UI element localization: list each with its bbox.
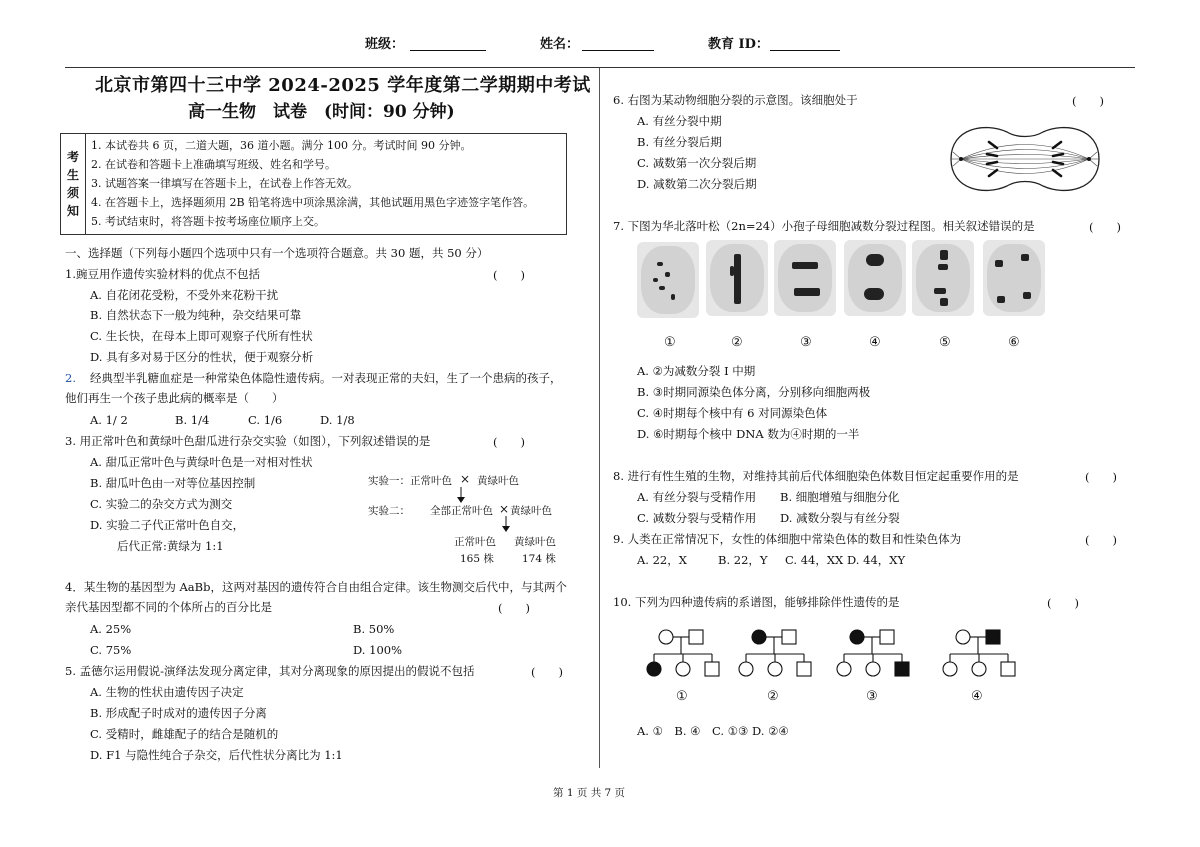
micrograph-label-4: ④ — [869, 335, 881, 350]
micrograph-label-3: ③ — [800, 335, 812, 350]
q3-option-a: A. 甜瓜正常叶色与黄绿叶色是一对相对性状 — [90, 455, 313, 469]
q1-stem: 1.豌豆用作遗传实验材料的优点不包括 — [65, 267, 260, 281]
q7-option-a: A. ②为减数分裂 I 中期 — [637, 364, 756, 378]
q9-answer-paren[interactable]: ( ) — [1085, 533, 1117, 547]
exp2-arrow — [500, 516, 512, 532]
exp1-arrow — [455, 487, 467, 503]
micrograph-label-5: ⑤ — [939, 335, 951, 350]
exp2-parent1: 全部正常叶色 — [430, 505, 493, 517]
q10-stem: 10. 下列为四种遗传病的系谱图，能够排除伴性遗传的是 — [613, 595, 900, 609]
q7-answer-paren[interactable]: ( ) — [1089, 220, 1121, 234]
q2-option-b: B. 1/4 — [175, 413, 210, 427]
q6-option-a: A. 有丝分裂中期 — [637, 114, 722, 128]
q2-option-d: D. 1/8 — [320, 413, 355, 427]
q2-option-c: C. 1/6 — [248, 413, 283, 427]
name-blank[interactable] — [582, 38, 654, 51]
notice-box — [60, 133, 567, 235]
pedigree-label-3: ③ — [866, 689, 878, 704]
q7-option-c: C. ④时期每个核中有 6 对同源染色体 — [637, 406, 828, 420]
micrograph-3 — [774, 240, 836, 316]
exp2-cross: × — [499, 502, 510, 516]
id-blank[interactable] — [770, 38, 840, 51]
notice-item: 2. 在试卷和答题卡上准确填写班级、姓名和学号。 — [91, 158, 336, 171]
exam-title: 北京市第四十三中学 2024-2025 学年度第二学期期中考试 — [95, 75, 591, 96]
offspring2-count: 174 株 — [522, 553, 556, 565]
micrograph-2 — [706, 240, 768, 316]
q4-stem-2: 亲代基因型都不同的个体所占的百分比是 — [65, 600, 272, 614]
q3-option-b: B. 甜瓜叶色由一对等位基因控制 — [90, 476, 256, 490]
q5-option-c: C. 受精时，雌雄配子的结合是随机的 — [90, 727, 279, 741]
q8-option-a: A. 有丝分裂与受精作用 — [637, 490, 757, 504]
notice-item: 4. 在答题卡上，选择题须用 2B 铅笔将选中项涂黑涂满，其他试题用黑色字迹签字笔作答。 — [91, 196, 535, 209]
class-blank[interactable] — [410, 38, 486, 51]
q4-option-a: A. 25% — [90, 622, 132, 636]
notice-side-char: 生 — [67, 168, 80, 182]
exam-subtitle: 高一生物 试卷 (时间：90 分钟) — [188, 102, 455, 122]
pedigree-diagrams — [638, 626, 1028, 686]
q8-option-b: B. 细胞增殖与细胞分化 — [780, 490, 900, 504]
pedigree-label-1: ① — [676, 689, 688, 704]
exp1-cross: × — [460, 472, 471, 486]
q7-option-d: D. ⑥时期每个核中 DNA 数为④时期的一半 — [637, 427, 860, 441]
q1-option-b: B. 自然状态下一般为纯种，杂交结果可靠 — [90, 308, 302, 322]
q2-stem-2: 他们再生一个孩子患此病的概率是（ ） — [65, 391, 284, 405]
notice-side-char: 考 — [67, 150, 80, 164]
cell-division-figure — [945, 118, 1105, 200]
q9-stem: 9. 人类在正常情况下，女性的体细胞中常染色体的数目和性染色体为 — [613, 532, 962, 546]
q2-stem-1: 经典型半乳糖血症是一种常染色体隐性遗传病。一对表现正常的夫妇，生了一个患病的孩子， — [90, 371, 562, 385]
q3-option-c: C. 实验二的杂交方式为测交 — [90, 497, 233, 511]
q6-answer-paren[interactable]: ( ) — [1072, 94, 1104, 108]
micrograph-label-6: ⑥ — [1008, 335, 1020, 350]
pedigree-label-4: ④ — [971, 689, 983, 704]
q6-option-d: D. 减数第二次分裂后期 — [637, 177, 757, 191]
q8-answer-paren[interactable]: ( ) — [1085, 470, 1117, 484]
q10-options: A. ① B. ④ C. ①③ D. ②④ — [637, 724, 789, 738]
class-label: 班级： — [365, 37, 405, 52]
pedigree-1 — [647, 630, 719, 676]
q10-answer-paren[interactable]: ( ) — [1047, 596, 1079, 610]
exp2-label: 实验二： — [368, 505, 410, 517]
q6-stem: 6. 右图为某动物细胞分裂的示意图。该细胞处于 — [613, 93, 858, 107]
q5-option-b: B. 形成配子时成对的遗传因子分离 — [90, 706, 267, 720]
q8-option-c: C. 减数分裂与受精作用 — [637, 511, 757, 525]
pedigree-label-2: ② — [767, 689, 779, 704]
q5-option-d: D. F1 与隐性纯合子杂交，后代性状分离比为 1:1 — [90, 748, 343, 762]
q8-stem: 8. 进行有性生殖的生物，对维持其前后代体细胞染色体数目恒定起重要作用的是 — [613, 469, 1019, 483]
micrograph-label-1: ① — [664, 335, 676, 350]
section-heading: 一、选择题（下列每小题四个选项中只有一个选项符合题意。共 30 题，共 50 分） — [65, 246, 489, 260]
q7-option-b: B. ③时期同源染色体分离，分别移向细胞两极 — [637, 385, 871, 399]
q7-stem: 7. 下图为华北落叶松（2n=24）小孢子母细胞减数分裂过程图。相关叙述错误的是 — [613, 219, 1035, 233]
q2-option-a: A. 1/ 2 — [90, 413, 128, 427]
pedigree-3 — [837, 630, 909, 676]
q9-option-b: B. 22，Y — [718, 553, 768, 567]
q1-option-a: A. 自花闭花受粉，不受外来花粉干扰 — [90, 288, 279, 302]
header-rule — [65, 67, 1135, 68]
pedigree-4 — [943, 630, 1015, 676]
q9-option-d: D. 44，XY — [847, 553, 906, 567]
notice-item: 5. 考试结束时，将答题卡按考场座位顺序上交。 — [91, 215, 325, 228]
q3-answer-paren[interactable]: ( ) — [493, 435, 525, 449]
page-footer: 第 1 页 共 7 页 — [553, 787, 626, 799]
exp1-parent2: 黄绿叶色 — [477, 475, 519, 487]
q3-stem: 3. 用正常叶色和黄绿叶色甜瓜进行杂交实验（如图），下列叙述错误的是 — [65, 434, 431, 448]
exp1-label: 实验一： — [368, 475, 410, 487]
offspring1-label: 正常叶色 — [454, 536, 496, 548]
q3-option-d: D. 实验二子代正常叶色自交， — [90, 518, 245, 532]
exp2-parent2: 黄绿叶色 — [510, 505, 552, 517]
q4-option-b: B. 50% — [353, 622, 395, 636]
notice-item: 3. 试题答案一律填写在答题卡上，在试卷上作答无效。 — [91, 177, 358, 190]
q1-option-d: D. 具有多对易于区分的性状，便于观察分析 — [90, 350, 314, 364]
pedigree-2 — [739, 630, 811, 676]
q4-option-d: D. 100% — [353, 643, 402, 657]
q6-option-c: C. 减数第一次分裂后期 — [637, 156, 757, 170]
notice-side-char: 须 — [67, 186, 80, 200]
name-label: 姓名： — [540, 37, 580, 52]
q4-stem-1: 4．某生物的基因型为 AaBb，这两对基因的遗传符合自由组合定律。该生物测交后代中，与其两个 — [65, 580, 567, 594]
offspring1-count: 165 株 — [460, 553, 494, 565]
q9-option-a: A. 22，X — [637, 553, 687, 567]
q3-option-d-cont: 后代正常:黄绿为 1:1 — [117, 539, 224, 553]
id-label: 教育 ID： — [708, 37, 769, 52]
micrograph-4 — [844, 240, 906, 316]
q6-option-b: B. 有丝分裂后期 — [637, 135, 722, 149]
q9-option-c: C. 44，XX — [785, 553, 844, 567]
notice-side — [61, 134, 86, 234]
column-divider — [599, 68, 600, 768]
exp1-parent1: 正常叶色 — [410, 475, 452, 487]
q2-number: 2. — [65, 371, 76, 385]
q4-option-c: C. 75% — [90, 643, 132, 657]
q1-answer-paren[interactable]: ( ) — [493, 268, 525, 282]
q1-option-c: C. 生长快，在母本上即可观察子代所有性状 — [90, 329, 313, 343]
micrograph-label-2: ② — [731, 335, 743, 350]
q5-stem: 5. 孟德尔运用假说-演绎法发现分离定律，其对分离现象的原因提出的假说不包括 — [65, 664, 475, 678]
q4-answer-paren[interactable]: ( ) — [498, 601, 530, 615]
micrograph-5 — [912, 240, 974, 316]
q5-answer-paren[interactable]: ( ) — [531, 665, 563, 679]
offspring2-label: 黄绿叶色 — [514, 536, 556, 548]
q8-option-d: D. 减数分裂与有丝分裂 — [780, 511, 900, 525]
micrograph-1 — [637, 242, 699, 318]
notice-item: 1. 本试卷共 6 页，二道大题，36 道小题。满分 100 分。考试时间 90 分钟。 — [91, 139, 472, 152]
micrograph-6 — [983, 240, 1045, 316]
notice-side-char: 知 — [67, 204, 80, 218]
q5-option-a: A. 生物的性状由遗传因子决定 — [90, 685, 244, 699]
